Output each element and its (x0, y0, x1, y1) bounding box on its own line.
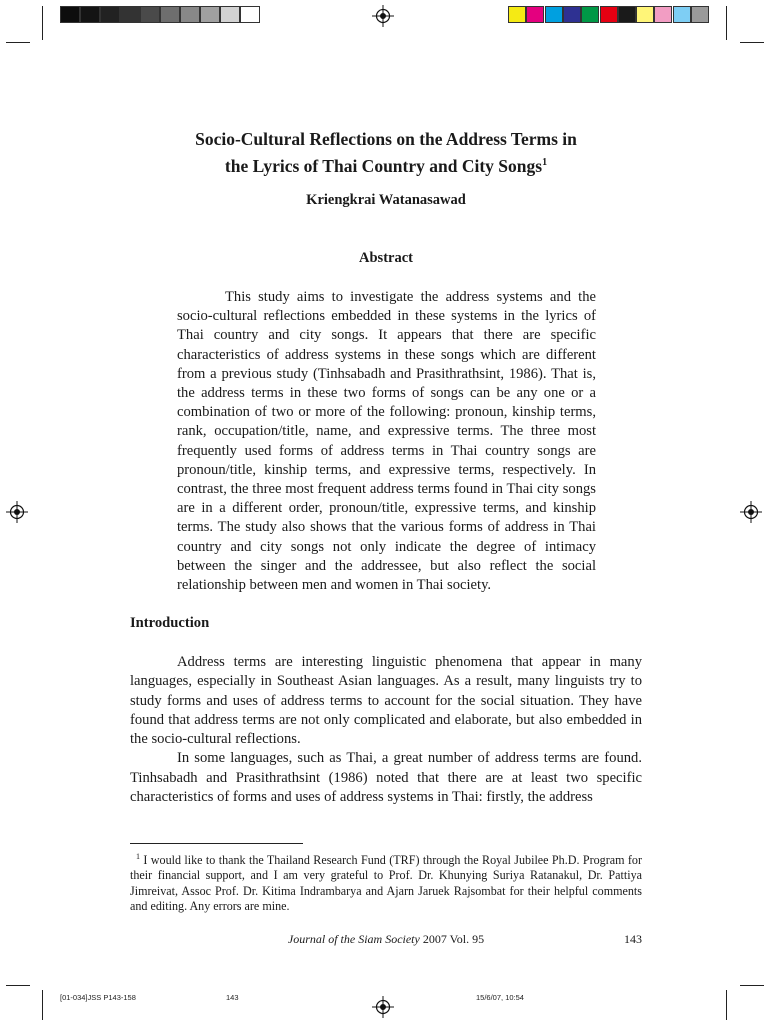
color-swatch (545, 6, 563, 23)
color-swatch (581, 6, 599, 23)
abstract-paragraph: This study aims to investigate the address systems and the socio-cultural reflections embedded in these systems in the lyrics of Thai country and city songs. It appears that there are specific characteristics of address systems in these songs which are different from a previous study (Tinhsabadh and Prasithrathsint, 1986). That is, the address terms in these two forms of songs can be any one or a combination of two or more of the following: pronoun, kinship terms, rank, occupation/title, name, and expressive terms. The three most frequently used forms of address terms in Thai country songs are pronoun/title, kinship terms, and expressive terms, respectively. In contrast, the three most frequent address terms found in Thai city songs are in a different order, pronoun/title, expressive terms, and kinship terms. The study also shows that the various forms of address in Thai country and city songs not only indicate the degree of intimacy between the singer and the addressee, but also reflect the social relationship between men and women in Thai society. (177, 289, 596, 594)
crop-mark-bottom-right-h (740, 985, 764, 986)
gray-swatch (60, 6, 80, 23)
introduction-body (130, 653, 642, 807)
slug-filename: [01-034]JSS P143-158 (60, 993, 136, 1002)
page-number: 143 (624, 932, 642, 946)
footnote (130, 849, 642, 915)
crop-mark-top-left-h (6, 42, 30, 43)
title-line-2: the Lyrics of Thai Country and City Songs$^1$ (224, 155, 548, 176)
crop-mark-top-left-v (42, 6, 43, 40)
color-swatch (654, 6, 672, 23)
title-footnote-mark: 1 (542, 157, 548, 168)
intro-paragraph-2: In some languages, such as Thai, a great number of address terms are found. Tinhsabadh and Prasithrathsint (1986) noted that there are at least two specific characteristics of forms and uses of address systems in Thai: firstly, the address (130, 750, 642, 806)
registration-mark-top-icon (372, 5, 394, 27)
abstract-heading: Abstract (359, 250, 413, 266)
introduction-heading: Introduction (130, 615, 210, 631)
slug-timestamp: 15/6/07, 10:54 (476, 993, 524, 1002)
color-swatch (600, 6, 618, 23)
color-swatch (563, 6, 581, 23)
color-swatch (508, 6, 526, 23)
color-swatch (691, 6, 709, 23)
journal-volume: 2007 Vol. 95 (419, 932, 485, 946)
crop-mark-bottom-left-v (42, 990, 43, 1020)
gray-swatch (160, 6, 180, 23)
gray-swatch (200, 6, 220, 23)
gray-swatch (140, 6, 160, 23)
abstract-body (177, 288, 596, 595)
crop-mark-bottom-right-v (726, 990, 727, 1020)
registration-mark-bottom-icon (372, 996, 394, 1018)
crop-mark-top-right-v (726, 6, 727, 40)
slug-page: 143 (226, 993, 239, 1002)
crop-mark-bottom-left-h (6, 985, 30, 986)
footnote-rule (130, 843, 303, 844)
intro-paragraph-1: Address terms are interesting linguistic phenomena that appear in many languages, especially in Southeast Asian languages. As a result, many linguists try to study forms and uses of address terms to account for the social situation. They have found that address terms are not only complicated and elaborate, but also embedded in the socio-cultural reflections. (130, 654, 642, 748)
crop-mark-top-right-h (740, 42, 764, 43)
gray-swatch (180, 6, 200, 23)
title-line-1: Socio-Cultural Reflections on the Address Terms in (195, 129, 577, 149)
gray-swatch (100, 6, 120, 23)
registration-mark-left-icon (6, 501, 28, 523)
gray-swatch (220, 6, 240, 23)
gray-swatch (80, 6, 100, 23)
gray-swatch (240, 6, 260, 23)
journal-name: Journal of the Siam Society (287, 932, 420, 946)
footnote-text: I would like to thank the Thailand Research Fund (TRF) through the Royal Jubilee Ph.D. Program for their financial support, and I am very grateful to Prof. Dr. Khunying Suriya Ratanakul, Dr. Pattiya Jimreivat, Assoc Prof. Dr. Kitima Indrambarya and Ajarn Jaruek Rajsombat for their helpful comments and editing. Any errors are mine. (130, 853, 642, 914)
color-swatch (526, 6, 544, 23)
color-swatch (636, 6, 654, 23)
author-name: Kriengkrai Watanasawad (306, 192, 466, 208)
color-swatch (673, 6, 691, 23)
paper-title (130, 128, 642, 178)
color-swatch (618, 6, 636, 23)
registration-mark-right-icon (740, 501, 762, 523)
gray-swatch (120, 6, 140, 23)
journal-footer (130, 932, 642, 947)
footnote-mark: 1 (136, 852, 140, 861)
